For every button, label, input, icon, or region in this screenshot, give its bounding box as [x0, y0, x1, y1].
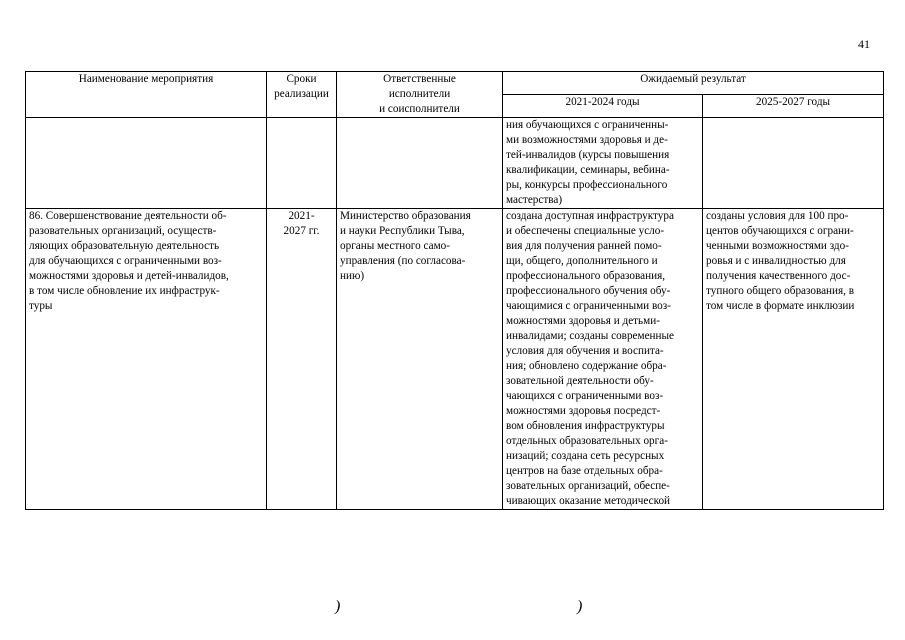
header-period-2021-2024: 2021-2024 годы [503, 95, 703, 118]
row-result-2021-2024-cell: создана доступная инфраструктура и обеспечены специальные усло- вия для получения ранней помо- щи, общего, дополнительного и профессионального образования, профессионального обучения обу- чающимися с ограниченными воз- можностями здоровья и детьми- инвалидами; созданы современные условия для обучения и воспита- ния; обновлено содержание обра- зовательной деятельности обу- чающихся с ограниченными воз- можностями здоровья посредст- вом обновления инфраструктуры отдельных образовательных орга- низаций; создана сеть ресурсных центров на базе отдельных обра- зовательных организаций, обеспе- чивающих оказание методической [503, 209, 703, 510]
row-name-cell: 86. Совершенствование деятельности об- разовательных организаций, осуществ- ляющих образовательную деятельность для обучающихся с ограниченными воз- можностями здоровья и детей-инвалидов, в том числе обновление их инфраструк- туры [26, 209, 267, 510]
page-number: 41 [858, 37, 870, 51]
header-expected-result: Ожидаемый результат [503, 72, 884, 95]
footer-mark-right: ) [577, 598, 583, 615]
row-responsible-cell [337, 118, 503, 209]
header-row [26, 72, 884, 95]
row-result-2021-2024-cell: ния обучающихся с ограниченны- ми возможностями здоровья и де- тей-инвалидов (курсы повышения квалификации, семинары, вебина- ры, конкурсы профессионального мастерства) [503, 118, 703, 209]
activities-table [25, 71, 884, 510]
footer-mark-left: ) [335, 598, 341, 615]
row-terms-cell [267, 118, 337, 209]
row-terms-cell: 2021- 2027 гг. [267, 209, 337, 510]
table-row [26, 209, 884, 510]
row-result-2025-2027-cell [703, 118, 884, 209]
table-row [26, 118, 884, 209]
row-result-2025-2027-cell: созданы условия для 100 про- центов обучающихся с ограни- ченными возможностями здо- ровья и с инвалидностью для получения качественного дос- тупного общего образования, в том числе в формате инклюзии [703, 209, 884, 510]
header-responsible: Ответственные исполнители и соисполнители [337, 72, 503, 118]
header-name: Наименование мероприятия [26, 72, 267, 118]
row-responsible-cell: Министерство образования и науки Республики Тыва, органы местного само- управления (по согласова- нию) [337, 209, 503, 510]
header-terms: Сроки реализации [267, 72, 337, 118]
row-name-cell [26, 118, 267, 209]
header-period-2025-2027: 2025-2027 годы [703, 95, 884, 118]
